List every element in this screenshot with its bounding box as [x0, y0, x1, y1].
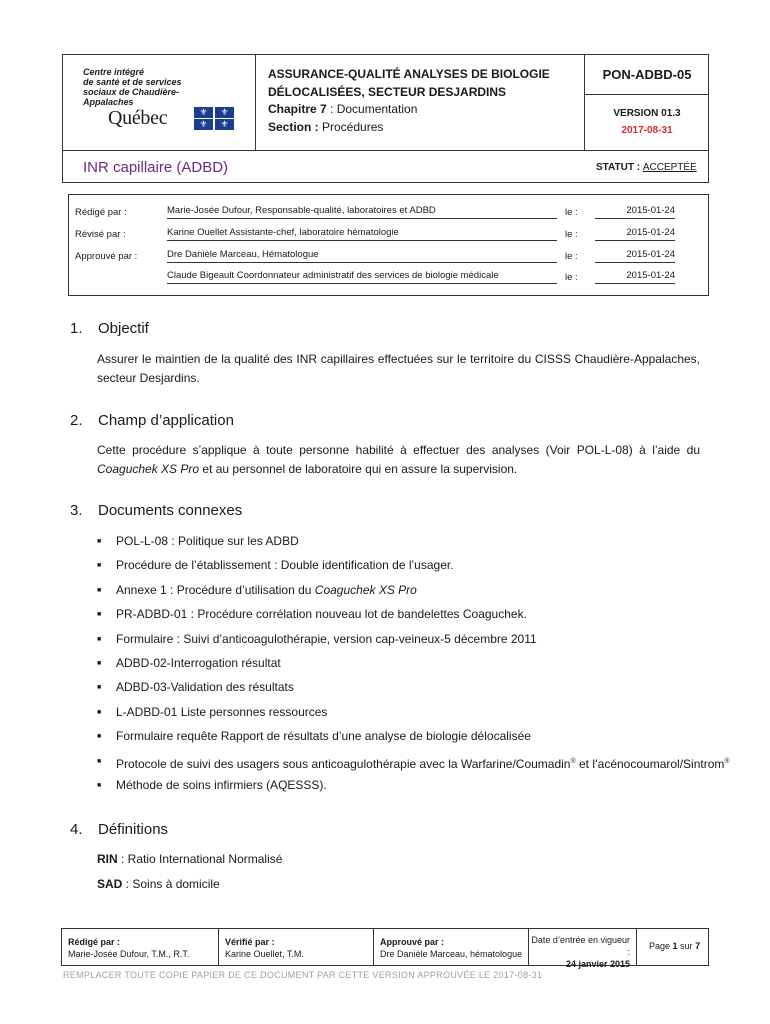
page-current: 1: [672, 941, 678, 951]
registered-mark: ®: [724, 757, 730, 765]
footer-label: Rédigé par :: [68, 937, 121, 947]
signature-date: 2015-01-24: [595, 205, 675, 219]
signature-role: Rédigé par :: [75, 207, 127, 218]
footer-entree: [529, 929, 637, 969]
signature-name: Marie-Josée Dufour, Responsable-qualité, laboratoires et ADBD: [167, 205, 557, 219]
signature-le: le :: [565, 229, 578, 240]
list-item: [97, 655, 707, 679]
signature-row: [69, 267, 708, 288]
signature-le: le :: [565, 207, 578, 218]
section-label: Section :: [268, 120, 319, 134]
list-item-text: PR-ADBD-01 : Procédure corrélation nouveau lot de bandelettes Coaguchek.: [116, 607, 527, 622]
footer-approuve: [374, 929, 529, 965]
list-item: [97, 582, 707, 606]
document-code: PON-ADBD-05: [602, 67, 692, 82]
list-item-text: et l’acénocoumarol/Sintrom: [575, 756, 725, 771]
list-item-text: L-ADBD-01 Liste personnes ressources: [116, 704, 328, 719]
signature-date: 2015-01-24: [595, 227, 675, 241]
quebec-flag-icon: ⚜ ⚜ ⚜ ⚜: [194, 107, 234, 130]
org-line: Centre intégré: [83, 67, 145, 77]
section-heading-definitions: [70, 821, 168, 838]
definition-text: : Ratio International Normalisé: [117, 852, 283, 866]
section-title: Définitions: [98, 821, 169, 838]
section-value: Procédures: [318, 120, 384, 134]
champ-text: [97, 441, 700, 479]
list-item: [97, 704, 707, 728]
document-title: INR capillaire (ADBD): [83, 159, 229, 176]
definition-item: [97, 852, 282, 866]
list-item: [97, 631, 707, 655]
quebec-wordmark: Québec: [108, 107, 168, 129]
signature-name: Dre Danièle Marceau, Hématologue: [167, 249, 557, 263]
org-line: de santé et de services: [83, 77, 182, 87]
page-prefix: Page: [649, 941, 673, 951]
list-item: [97, 557, 707, 581]
list-item-text: Annexe 1 : Procédure d’utilisation du: [116, 582, 315, 597]
signature-row: [69, 246, 708, 267]
title-cell: [256, 55, 585, 150]
document-header: [62, 54, 709, 183]
section-heading-champ: [70, 412, 234, 429]
footer-value: 24 janvier 2015: [565, 959, 630, 969]
version-cell: [585, 95, 709, 150]
status: [596, 162, 697, 173]
list-item-text: Procédure de l’établissement : Double identification de l’usager.: [116, 558, 454, 573]
list-item: [97, 777, 707, 801]
version-date: 2017-08-31: [621, 125, 673, 136]
signature-name: Karine Ouellet Assistante-chef, laboratoire hématologie: [167, 227, 557, 241]
section-line: [268, 120, 383, 134]
status-value: ACCEPTÉE: [642, 162, 697, 173]
champ-text-a: Cette procédure s’applique à toute personne habilité à effectuer des analyses (Voir POL-L-08) à l’aide du: [97, 443, 700, 457]
section-number: 4.: [70, 821, 83, 838]
definition-term: RIN: [97, 852, 118, 866]
chapter-line: [268, 102, 417, 116]
footer-value: Dre Danièle Marceau, hématologue: [380, 949, 523, 959]
section-heading-documents: [70, 502, 242, 519]
footer-value: Marie-Josée Dufour, T.M., R.T.: [68, 949, 190, 959]
list-item-text: Formulaire : Suivi d’anticoagulothérapie, version cap-veineux-5 décembre 2011: [116, 631, 537, 646]
signature-le: le :: [565, 272, 578, 283]
list-item-text: Protocole de suivi des usagers sous anticoagulothérapie avec la Warfarine/Coumadin: [116, 756, 571, 771]
page-number: [637, 929, 708, 965]
page-sep: sur: [677, 941, 696, 951]
champ-text-em: Coaguchek XS Pro: [97, 462, 200, 476]
footer-redige: [62, 929, 219, 965]
org-line: Appalaches: [83, 97, 134, 107]
list-item: [97, 533, 707, 557]
definition-item: [97, 877, 220, 891]
title-row: [63, 150, 708, 183]
signature-row: [69, 224, 708, 245]
registered-mark: ®: [570, 757, 576, 765]
procedure-title-line1: ASSURANCE-QUALITÉ ANALYSES DE BIOLOGIE: [268, 67, 550, 81]
status-label: STATUT :: [596, 162, 643, 173]
chapter-label: Chapitre 7: [268, 102, 327, 116]
definition-text: : Soins à domicile: [122, 877, 220, 891]
footer-label: Date d’entrée en vigueur :: [531, 935, 630, 957]
signature-date: 2015-01-24: [595, 270, 675, 284]
signature-role: Révisé par :: [75, 229, 126, 240]
page-total: 7: [695, 941, 701, 951]
list-item: [97, 728, 707, 752]
signature-role: Approuvé par :: [75, 251, 138, 262]
documents-list: [97, 533, 730, 801]
signature-date: 2015-01-24: [595, 249, 675, 263]
section-title: Champ d’application: [98, 412, 234, 429]
objectif-text: Assurer le maintien de la qualité des INR capillaires effectuées sur le territoire du CISSS Chaudière-Appalaches, secteur Desjardins.: [97, 352, 700, 385]
logo-cell: [63, 55, 256, 150]
replacement-notice: REMPLACER TOUTE COPIE PAPIER DE CE DOCUMENT PAR CETTE VERSION APPROUVÉE LE 2017-08-31: [63, 970, 543, 980]
list-item: [97, 753, 730, 777]
code-cell: [585, 55, 709, 95]
list-item-em: Coaguchek XS Pro: [314, 582, 417, 597]
champ-text-b: et au personnel de laboratoire qui en assure la supervision.: [199, 462, 518, 476]
signature-row: [69, 202, 708, 223]
section-number: 1.: [70, 320, 83, 337]
procedure-title-line2: DÉLOCALISÉES, SECTEUR DESJARDINS: [268, 85, 507, 99]
org-line: sociaux de Chaudière-: [83, 87, 180, 97]
list-item-text: Formulaire requête Rapport de résultats d’une analyse de biologie délocalisée: [116, 729, 531, 744]
version-label: VERSION 01.3: [613, 108, 681, 119]
footer-verifie: [219, 929, 374, 965]
section-number: 3.: [70, 502, 83, 519]
section-number: 2.: [70, 412, 83, 429]
footer-table: [61, 928, 709, 969]
definition-term: SAD: [97, 877, 123, 891]
list-item-text: ADBD-03-Validation des résultats: [116, 680, 294, 695]
section-title: Objectif: [98, 320, 149, 337]
organization-name: [83, 67, 213, 107]
section-heading-objectif: [70, 320, 149, 337]
list-item-text: ADBD-02-Interrogation résultat: [116, 655, 281, 670]
chapter-value: : Documentation: [326, 102, 418, 116]
footer-value: Karine Ouellet, T.M.: [225, 949, 304, 959]
footer-label: Vérifié par :: [225, 937, 275, 947]
list-item-text: Méthode de soins infirmiers (AQESSS).: [116, 777, 327, 792]
signature-le: le :: [565, 251, 578, 262]
section-title: Documents connexes: [98, 502, 243, 519]
signature-block: [68, 194, 709, 296]
list-item: [97, 606, 707, 630]
signature-name: Claude Bigeault Coordonnateur administratif des services de biologie médicale: [167, 270, 557, 284]
list-item-text: POL-L-08 : Politique sur les ADBD: [116, 534, 299, 548]
footer-label: Approuvé par :: [380, 937, 445, 947]
list-item: [97, 679, 707, 703]
